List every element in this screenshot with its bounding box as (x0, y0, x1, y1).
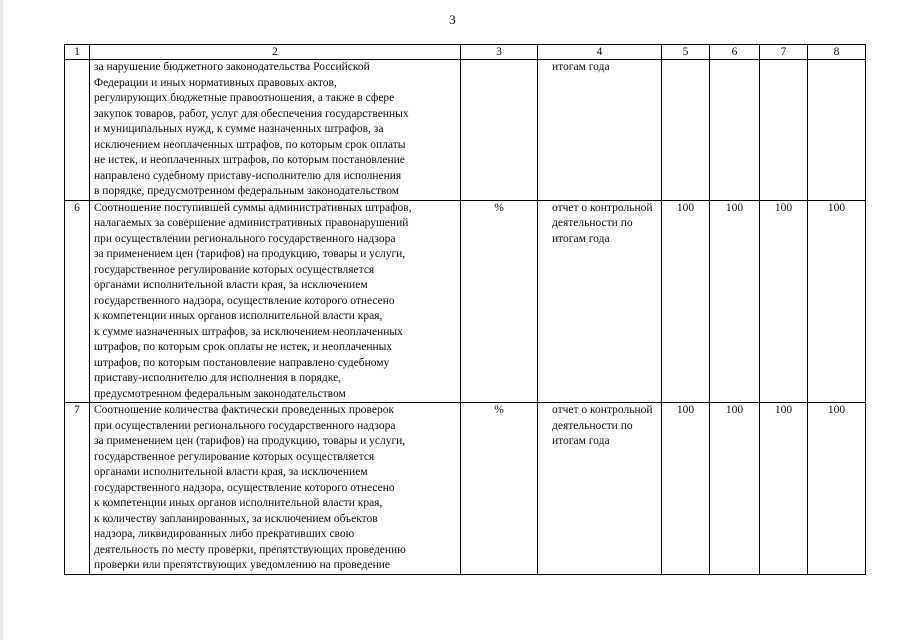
value-cell-v5 (662, 60, 710, 201)
indicator-name-line: регулирующих бюджетные правоотношения, а также в сфере (94, 92, 395, 104)
indicator-name-line: при осуществлении регионального государственного надзора (94, 419, 396, 432)
indicator-name-line: при осуществлении регионального государственного надзора (94, 232, 396, 245)
indicator-name-line: к количеству запланированных, за исключением объектов (94, 512, 378, 525)
value-cell-v7: 100 (760, 200, 808, 403)
header-row (65, 45, 866, 60)
indicator-name-line: государственное регулирование которых осуществляется (94, 450, 375, 463)
indicator-name-line: и муниципальных нужд, к сумме назначенных штрафов, за (94, 123, 384, 135)
table-body (65, 45, 866, 575)
indicator-name-line: приставу-исполнителю для исполнения в порядке, (94, 372, 342, 384)
indicator-name-line: надзора, ликвидированных либо прекративших свою (94, 528, 355, 540)
source-line: итогам года (552, 61, 610, 73)
indicator-name-line: за применением цен (тарифов) на продукцию, товары и услуги, (94, 248, 406, 260)
page-number: 3 (449, 12, 456, 27)
unit-cell: % (461, 200, 538, 403)
source-line: итогам года (552, 232, 610, 245)
value-cell-v5: 100 (662, 403, 710, 575)
row-number-cell (65, 60, 90, 201)
value-cell-v6 (710, 60, 760, 201)
value-cell-v7: 100 (760, 403, 808, 575)
value-cell-v7 (760, 60, 808, 201)
indicator-name-line: штрафов, по которым постановление направлено судебному (94, 356, 390, 369)
indicator-name-cell (90, 403, 461, 575)
indicator-name-line: штрафов, по которым срок оплаты не истек, и неоплаченных (94, 341, 393, 353)
value-cell-v8: 100 (808, 200, 866, 403)
source-line: отчет о контрольной (552, 404, 653, 416)
indicator-name-cell (90, 60, 461, 201)
row-number-cell: 6 (65, 200, 90, 403)
unit-cell: % (461, 403, 538, 575)
header-cell-3: 3 (461, 45, 538, 60)
header-cell-1: 1 (65, 45, 90, 60)
indicator-name-line: за применением цен (тарифов) на продукцию, товары и услуги, (94, 435, 406, 447)
indicators-table (64, 44, 866, 575)
indicator-name-line: государственное регулирование которых осуществляется (94, 263, 375, 276)
indicator-name-line: органами исполнительной власти края, за исключением (94, 466, 368, 478)
value-cell-v5: 100 (662, 200, 710, 403)
source-line: итогам года (552, 435, 610, 447)
indicator-name-line: государственного надзора, осуществление которого отнесено (94, 294, 395, 307)
indicator-name-line: государственного надзора, осуществление которого отнесено (94, 481, 395, 494)
header-cell-7: 7 (760, 45, 808, 60)
source-cell (538, 200, 662, 403)
table-row (65, 60, 866, 201)
table-row (65, 403, 866, 575)
value-cell-v6: 100 (710, 200, 760, 403)
indicator-name-line: проверки или препятствующих уведомлению на проведение (94, 559, 390, 571)
indicator-name-line: исключением неоплаченных штрафов, по которым срок оплаты (94, 138, 406, 151)
indicator-name-line: к компетенции иных органов исполнительной власти края, (94, 497, 383, 509)
indicator-name-line: органами исполнительной власти края, за исключением (94, 279, 368, 291)
header-cell-8: 8 (808, 45, 866, 60)
header-cell-4: 4 (538, 45, 662, 60)
value-cell-v6: 100 (710, 403, 760, 575)
unit-cell (461, 60, 538, 201)
source-cell (538, 403, 662, 575)
indicator-name-cell (90, 200, 461, 403)
indicator-name-line: налагаемых за совершение административных правонарушений (94, 217, 409, 229)
indicator-name-line: закупок товаров, работ, услуг для обеспечения государственных (94, 107, 409, 120)
source-line: деятельности по (552, 217, 633, 229)
header-cell-2: 2 (90, 45, 461, 60)
source-cell (538, 60, 662, 201)
page-edge (0, 0, 3, 640)
indicator-name-line: к сумме назначенных штрафов, за исключением неоплаченных (94, 325, 403, 338)
indicator-name-line: в порядке, предусмотренном федеральным законодательством (94, 185, 400, 197)
indicator-name-line: за нарушение бюджетного законодательства Российской (94, 61, 370, 73)
row-number-cell: 7 (65, 403, 90, 575)
source-line: деятельности по (552, 419, 633, 432)
indicator-name-line: деятельность по месту проверки, препятствующих проведению (94, 543, 406, 556)
header-cell-5: 5 (662, 45, 710, 60)
indicator-name-line: к компетенции иных органов исполнительной власти края, (94, 310, 383, 322)
value-cell-v8 (808, 60, 866, 201)
indicator-name-line: Федерации и иных нормативных правовых актов, (94, 76, 337, 89)
value-cell-v8: 100 (808, 403, 866, 575)
indicator-name-line: направлено судебному приставу-исполнителю для исполнения (94, 169, 402, 182)
source-line: отчет о контрольной (552, 201, 653, 214)
header-cell-6: 6 (710, 45, 760, 60)
indicator-name-line: предусмотренном федеральным законодательством (94, 387, 346, 400)
indicator-name-line: Соотношение поступившей суммы административных штрафов, (94, 201, 412, 214)
indicator-name-line: Соотношение количества фактически проведенных проверок (94, 404, 395, 416)
table-row (65, 200, 866, 403)
indicator-name-line: не истек, и неоплаченных штрафов, по которым постановление (94, 154, 405, 166)
